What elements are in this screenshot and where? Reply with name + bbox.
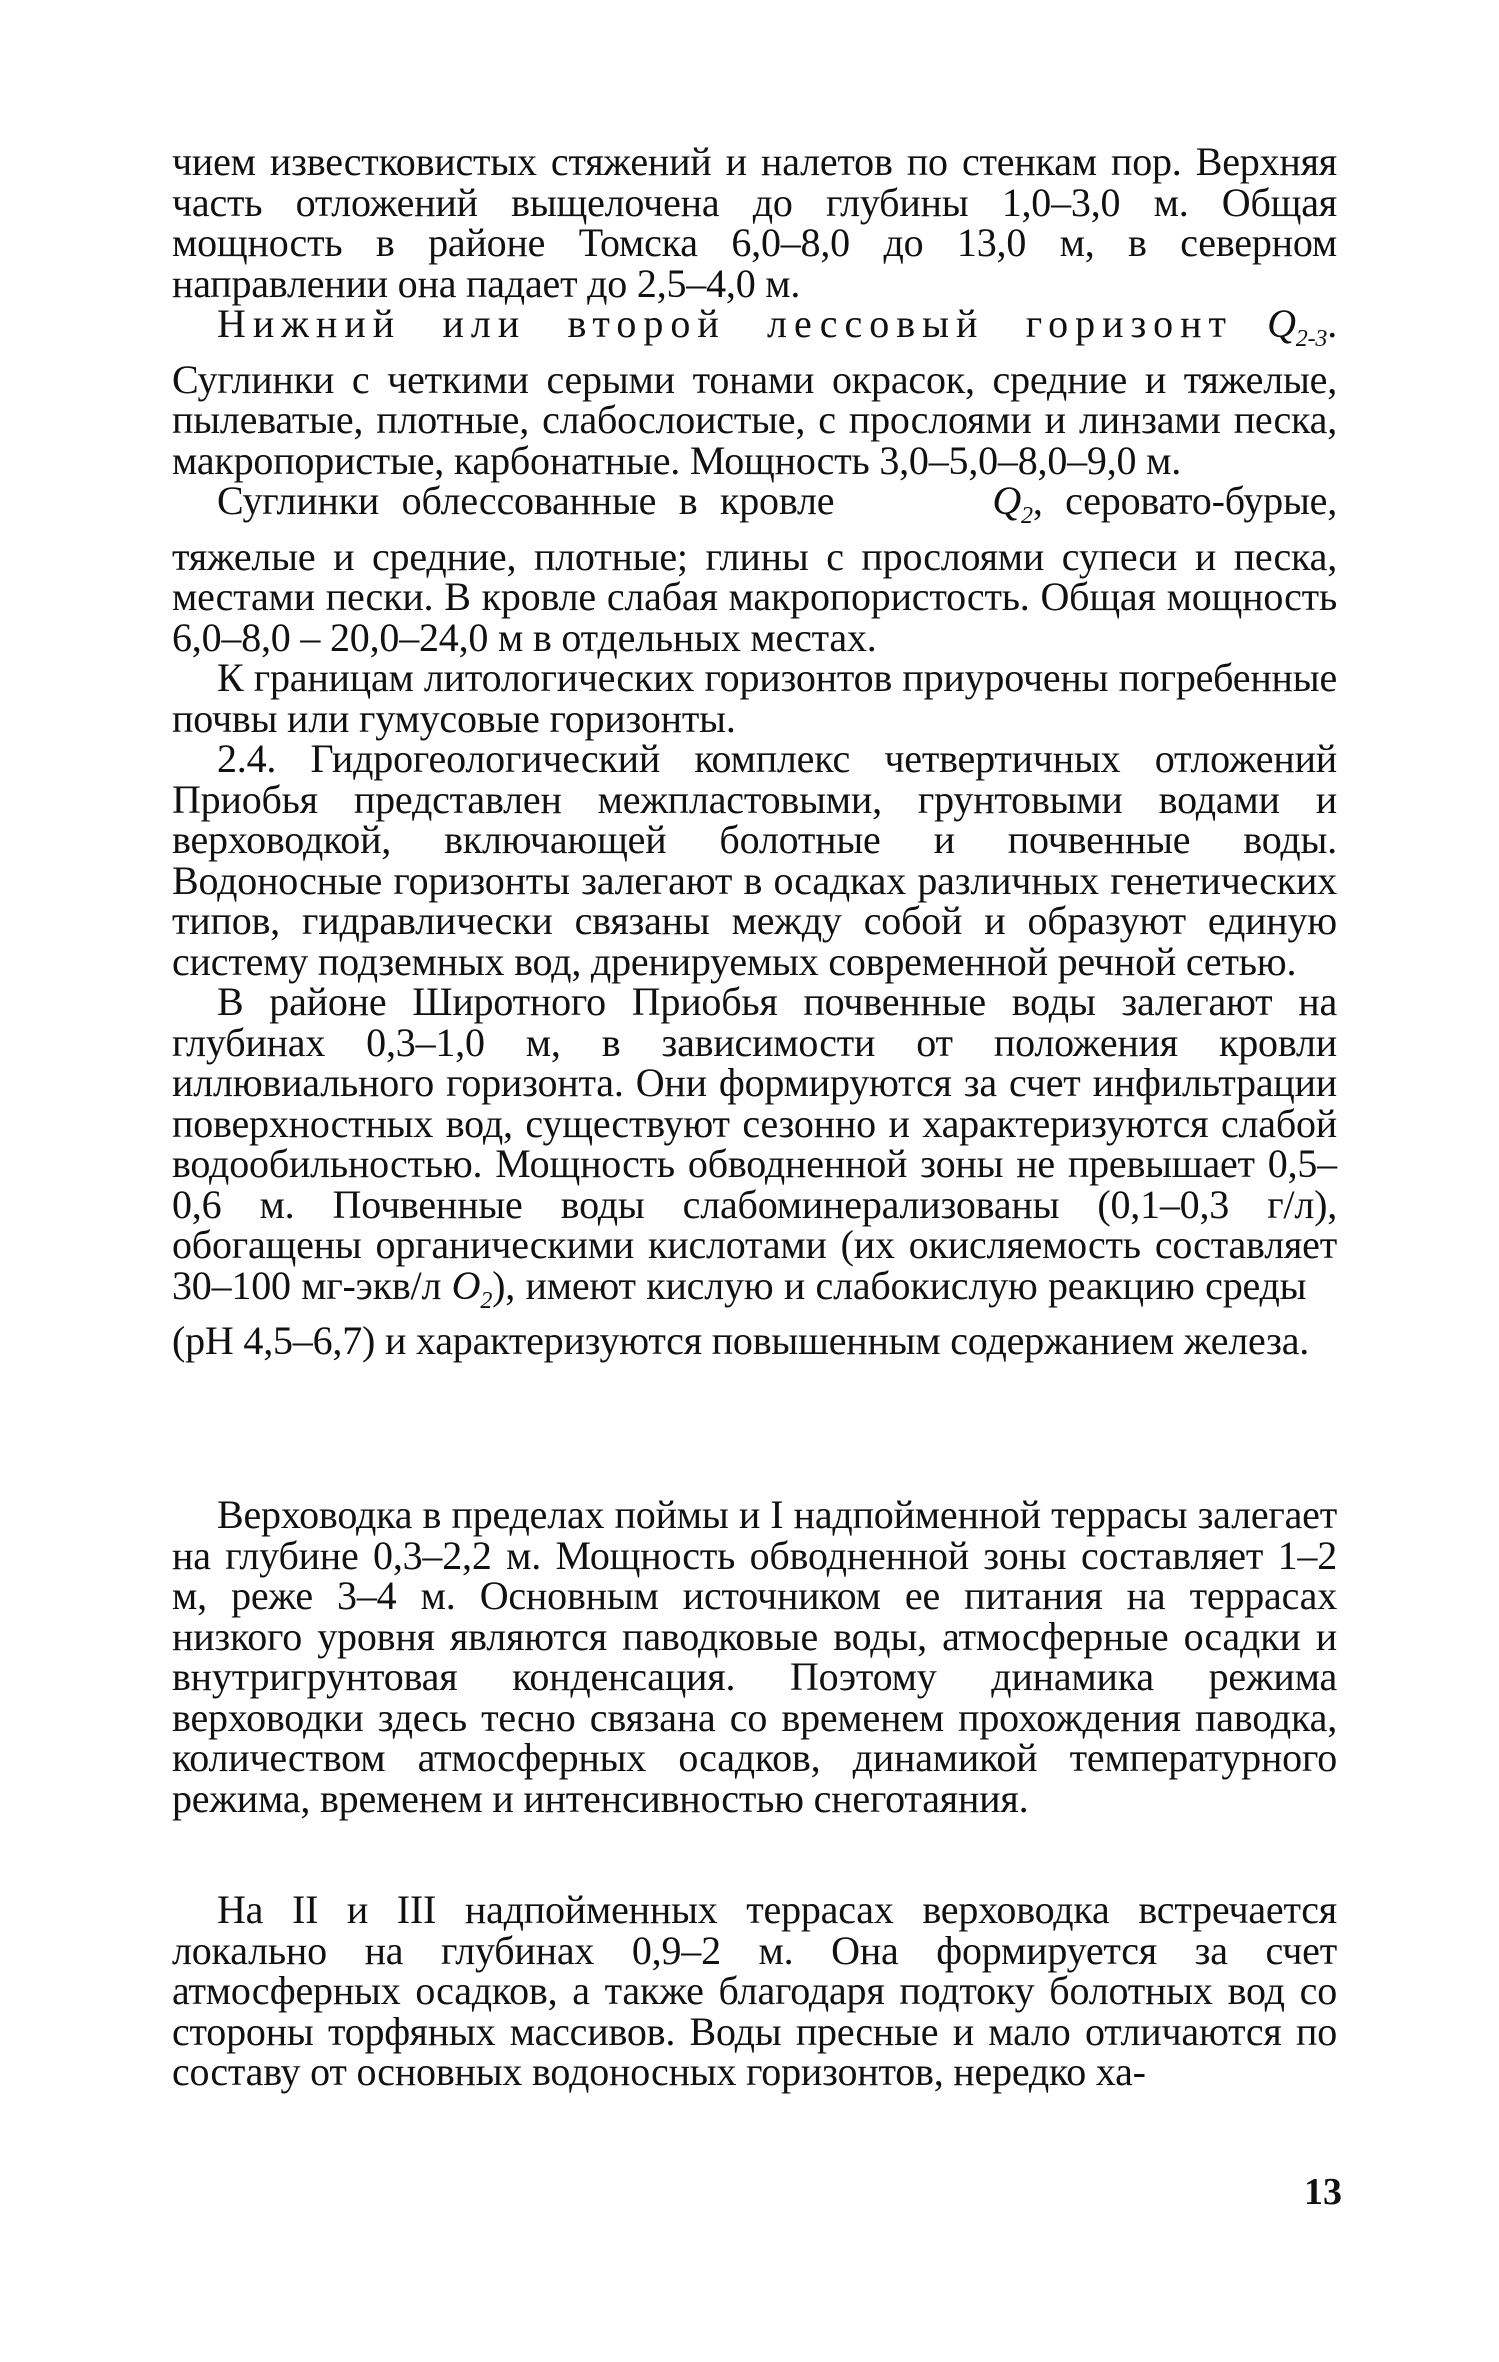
oxygen-index xyxy=(451,1262,493,1314)
paragraph-3 xyxy=(172,478,1337,660)
paragraph-1: чием известковистых стяжений и налетов по стенкам пор. Верхняя часть отложений выщелочена до глубины 1,0–3,0 м. Общая мощность в районе Томска 6,0–8,0 до 13,0 м, в северном направлении она падает до 2,5–4,0 м. xyxy=(172,139,1337,306)
paragraph-3-start: Суглинки облессованные в кровле xyxy=(217,478,835,523)
page-number: 13 xyxy=(1304,2171,1342,2213)
section-heading-loess-horizon: Нижний или второй лессовый горизонт xyxy=(217,301,1233,346)
stratigraphic-index xyxy=(1267,301,1328,352)
oxygen-symbol: O xyxy=(451,1262,481,1308)
paragraph-6 xyxy=(172,979,1337,1363)
paragraph-5: 2.4. Гидрогеологический комплекс четвертичных отложений Приобья представлен межпластовыми, грунтовыми водами и верховодкой, включающей болотные и почвенные воды. Водоносные горизонты залегают в осадках различных генетических типов, гидравлически связаны между собой и образуют единую систему подземных вод, дренируемых современной речной сетью. xyxy=(172,736,1337,984)
heading-period: . xyxy=(1327,301,1337,346)
oxygen-subscript: 2 xyxy=(480,1287,493,1314)
text-block-top xyxy=(172,139,1337,1363)
paragraph-6-part-c: и характеризуются повышенным содержанием железа. xyxy=(384,1318,1310,1363)
paragraph-8: На II и III надпойменных террасах верховодка встречается локально на глубинах 0,9–2 м. Она формируется за счет атмосферных осадков, а также благодаря подтоку болотных вод со стороны торфяных массивов. Воды пресные и мало отличаются по составу от основных водоносных горизонтов, нередко ха- xyxy=(172,1887,1337,2094)
paragraph-3-end: , серовато-бурые, тяжелые и средние, плотные; глины с прослоями супеси и песка, местами пески. В кровле слабая макропористость. Общая мощность 6,0–8,0 – 20,0–24,0 м в отдельных местах. xyxy=(172,478,1337,660)
text-block-bottom xyxy=(172,1887,1337,2094)
paragraph-6-part-a: В районе Широтного Приобья почвенные воды залегают на глубинах 0,3–1,0 м, в зависимости от положения кровли иллювиального горизонта. Они формируются за счет инфильтрации поверхностных вод, существуют сезонно и характеризуются слабой водообильностью. Мощность обводненной зоны не превышает 0,5–0,6 м. Почвенные воды слабоминерализованы (0,1–0,3 г/л), обогащены органическими кислотами (их окисляемость составляет 30–100 мг-экв/л xyxy=(172,979,1337,1308)
paragraph-4: К границам литологических горизонтов приурочены погребенные почвы или гумусовые горизонты. xyxy=(172,655,1337,741)
stratigraphic-symbol: Q xyxy=(992,478,1021,523)
stratigraphic-subscript: 2-3 xyxy=(1295,326,1328,352)
paragraph-2 xyxy=(172,301,1337,483)
stratigraphic-index-q2 xyxy=(992,478,1033,529)
ph-range: (pH 4,5–6,7) xyxy=(172,1318,376,1363)
paragraph-7: Верховодка в пределах поймы и I надпойменной террасы залегает на глубине 0,3–2,2 м. Мощность обводненной зоны составляет 1–2 м, реже 3–4 м. Основным источником ее питания на террасах низкого уровня являются паводковые воды, атмосферные осадки и внутригрунтовая конденсация. Поэтому динамика режима верховодки здесь тесно связана со временем прохождения паводка, количеством атмосферных осадков, динамикой температурного режима, временем и интенсивностью снеготаяния. xyxy=(172,1492,1337,1821)
text-block-middle xyxy=(172,1492,1337,1821)
stratigraphic-subscript: 2 xyxy=(1021,503,1033,529)
stratigraphic-symbol: Q xyxy=(1267,301,1296,346)
paragraph-6-part-b: ), имеют кислую и слабокислую реакцию среды xyxy=(492,1262,1307,1308)
paragraph-2-text: Суглинки с четкими серыми тонами окрасок, средние и тяжелые, пылеватые, плотные, слабослоистые, с прослоями и линзами песка, макропористые, карбонатные. Мощность 3,0–5,0–8,0–9,0 м. xyxy=(172,356,1337,483)
